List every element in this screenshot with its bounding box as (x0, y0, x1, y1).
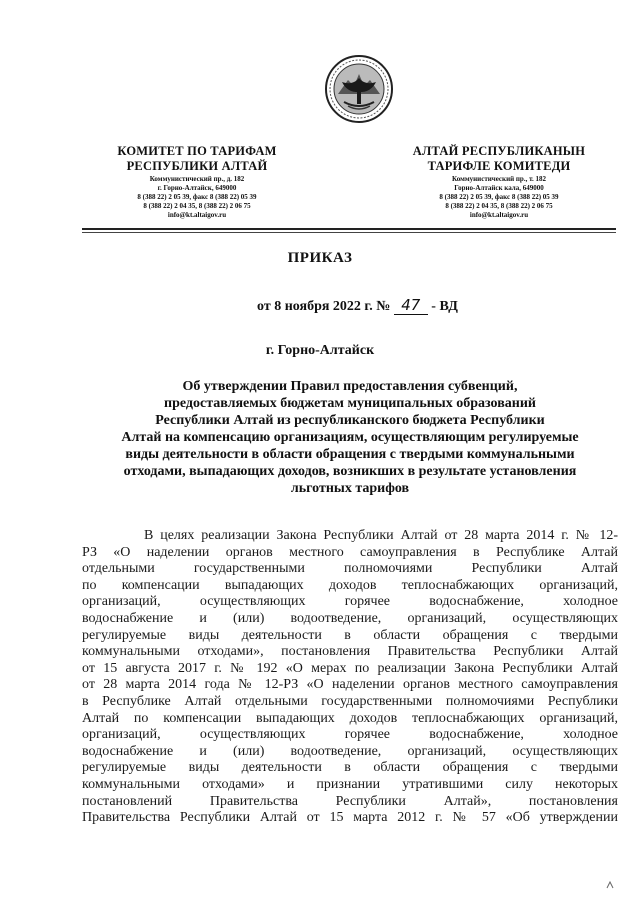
address-line: Горно-Алтайск кала, 649000 (454, 184, 544, 192)
header-left-column (82, 144, 312, 220)
body-line: организаций, осуществляющих горячее водоснабжение, холодное (82, 727, 618, 743)
body-line: по компенсации выпадающих доходов теплоснабжающих организаций, (82, 577, 618, 593)
subject-line: Алтай на компенсацию организациям, осуществляющим регулируемые (121, 430, 579, 445)
email-line: info@kt.altaigov.ru (167, 211, 227, 219)
body-line: В целях реализации Закона Республики Алтай от 28 марта 2014 г. № 12- (144, 528, 618, 543)
subject-line: виды деятельности в области обращения с твердыми коммунальными (125, 447, 575, 462)
body-line: Правительства Республики Алтай от 15 марта 2012 г. № 57 «Об утверждении (82, 810, 618, 826)
order-date-prefix: от 8 ноября 2022 г. № (257, 299, 391, 314)
document-city: г. Горно-Алтайск (265, 343, 375, 358)
org-name-russian-line1: КОМИТЕТ ПО ТАРИФАМ (117, 144, 277, 158)
body-line: постановлений Правительства Республики Алтай», постановления (82, 793, 618, 809)
body-line: коммунальными отходами», постановления Правительства Республики Алтай (82, 644, 618, 660)
address-block-altai (384, 175, 614, 220)
body-line: Алтай по компенсации выпадающих доходов теплоснабжающих организаций, (82, 710, 618, 726)
scan-corner-mark-icon (605, 880, 615, 890)
order-number-handwritten: 47 (394, 296, 428, 315)
header-right-column (384, 144, 614, 220)
subject-line: предоставляемых бюджетам муниципальных образований (164, 396, 536, 411)
subject-line: Республики Алтай из республиканского бюджета Республики (155, 413, 545, 428)
body-line: РЗ «О наделении органов местного самоуправления в Республике Алтай (82, 544, 618, 560)
order-date-number (257, 296, 458, 315)
phone-line: 8 (388 22) 2 05 39, факс 8 (388 22) 05 39 (439, 193, 559, 201)
org-name-altai-line1: АЛТАЙ РЕСПУБЛИКАНЫН (412, 144, 586, 158)
body-line: регулируемые виды деятельности в области обращения с твердыми (82, 627, 618, 643)
org-name-altai-line2: ТАРИФЛЕ КОМИТЕДИ (427, 159, 571, 173)
org-name-russian-line2: РЕСПУБЛИКИ АЛТАЙ (126, 159, 268, 173)
phone-line: 8 (388 22) 2 05 39, факс 8 (388 22) 05 39 (137, 193, 257, 201)
address-line: Коммунистический пр., д. 182 (149, 175, 245, 183)
document-title: ПРИКАЗ (287, 250, 353, 266)
coat-of-arms-emblem-icon (324, 54, 394, 124)
header-divider-thick (82, 228, 616, 230)
phone-line: 8 (388 22) 2 04 35, 8 (388 22) 2 06 75 (143, 202, 251, 210)
document-subject (110, 378, 590, 497)
phone-line: 8 (388 22) 2 04 35, 8 (388 22) 2 06 75 (445, 202, 553, 210)
subject-line: Об утверждении Правил предоставления субвенций, (182, 379, 518, 394)
document-body (82, 528, 618, 827)
body-line: регулируемые виды деятельности в области обращения с твердыми (82, 760, 618, 776)
subject-line: отходами, выпадающих доходов, возникших в результате установления (123, 464, 577, 479)
body-line: в Республике Алтай отдельными государственными полномочиями Республики (82, 693, 618, 709)
address-line: Коммунистический пр., т. 182 (452, 175, 546, 183)
order-suffix: - ВД (431, 299, 458, 314)
body-line: водоснабжение и (или) водоотведение, организаций, осуществляющих (82, 610, 618, 626)
subject-line: льготных тарифов (290, 481, 410, 496)
header-divider-thin (82, 232, 616, 233)
body-line: коммунальными отходами» и признании утратившими силу некоторых (82, 776, 618, 792)
body-line: организаций, осуществляющих горячее водоснабжение, холодное (82, 594, 618, 610)
body-line: отдельными государственными полномочиями Республики Алтай (82, 561, 618, 577)
body-line: от 28 марта 2014 года № 12-РЗ «О наделении органов местного самоуправления (82, 677, 618, 693)
address-line: г. Горно-Алтайск, 649000 (157, 184, 237, 192)
body-line: водоснабжение и (или) водоотведение, организаций, осуществляющих (82, 743, 618, 759)
email-line: info@kt.altaigov.ru (469, 211, 529, 219)
body-line: от 15 августа 2017 г. № 192 «О мерах по реализации Закона Республики Алтай (82, 660, 618, 676)
address-block-russian (82, 175, 312, 220)
